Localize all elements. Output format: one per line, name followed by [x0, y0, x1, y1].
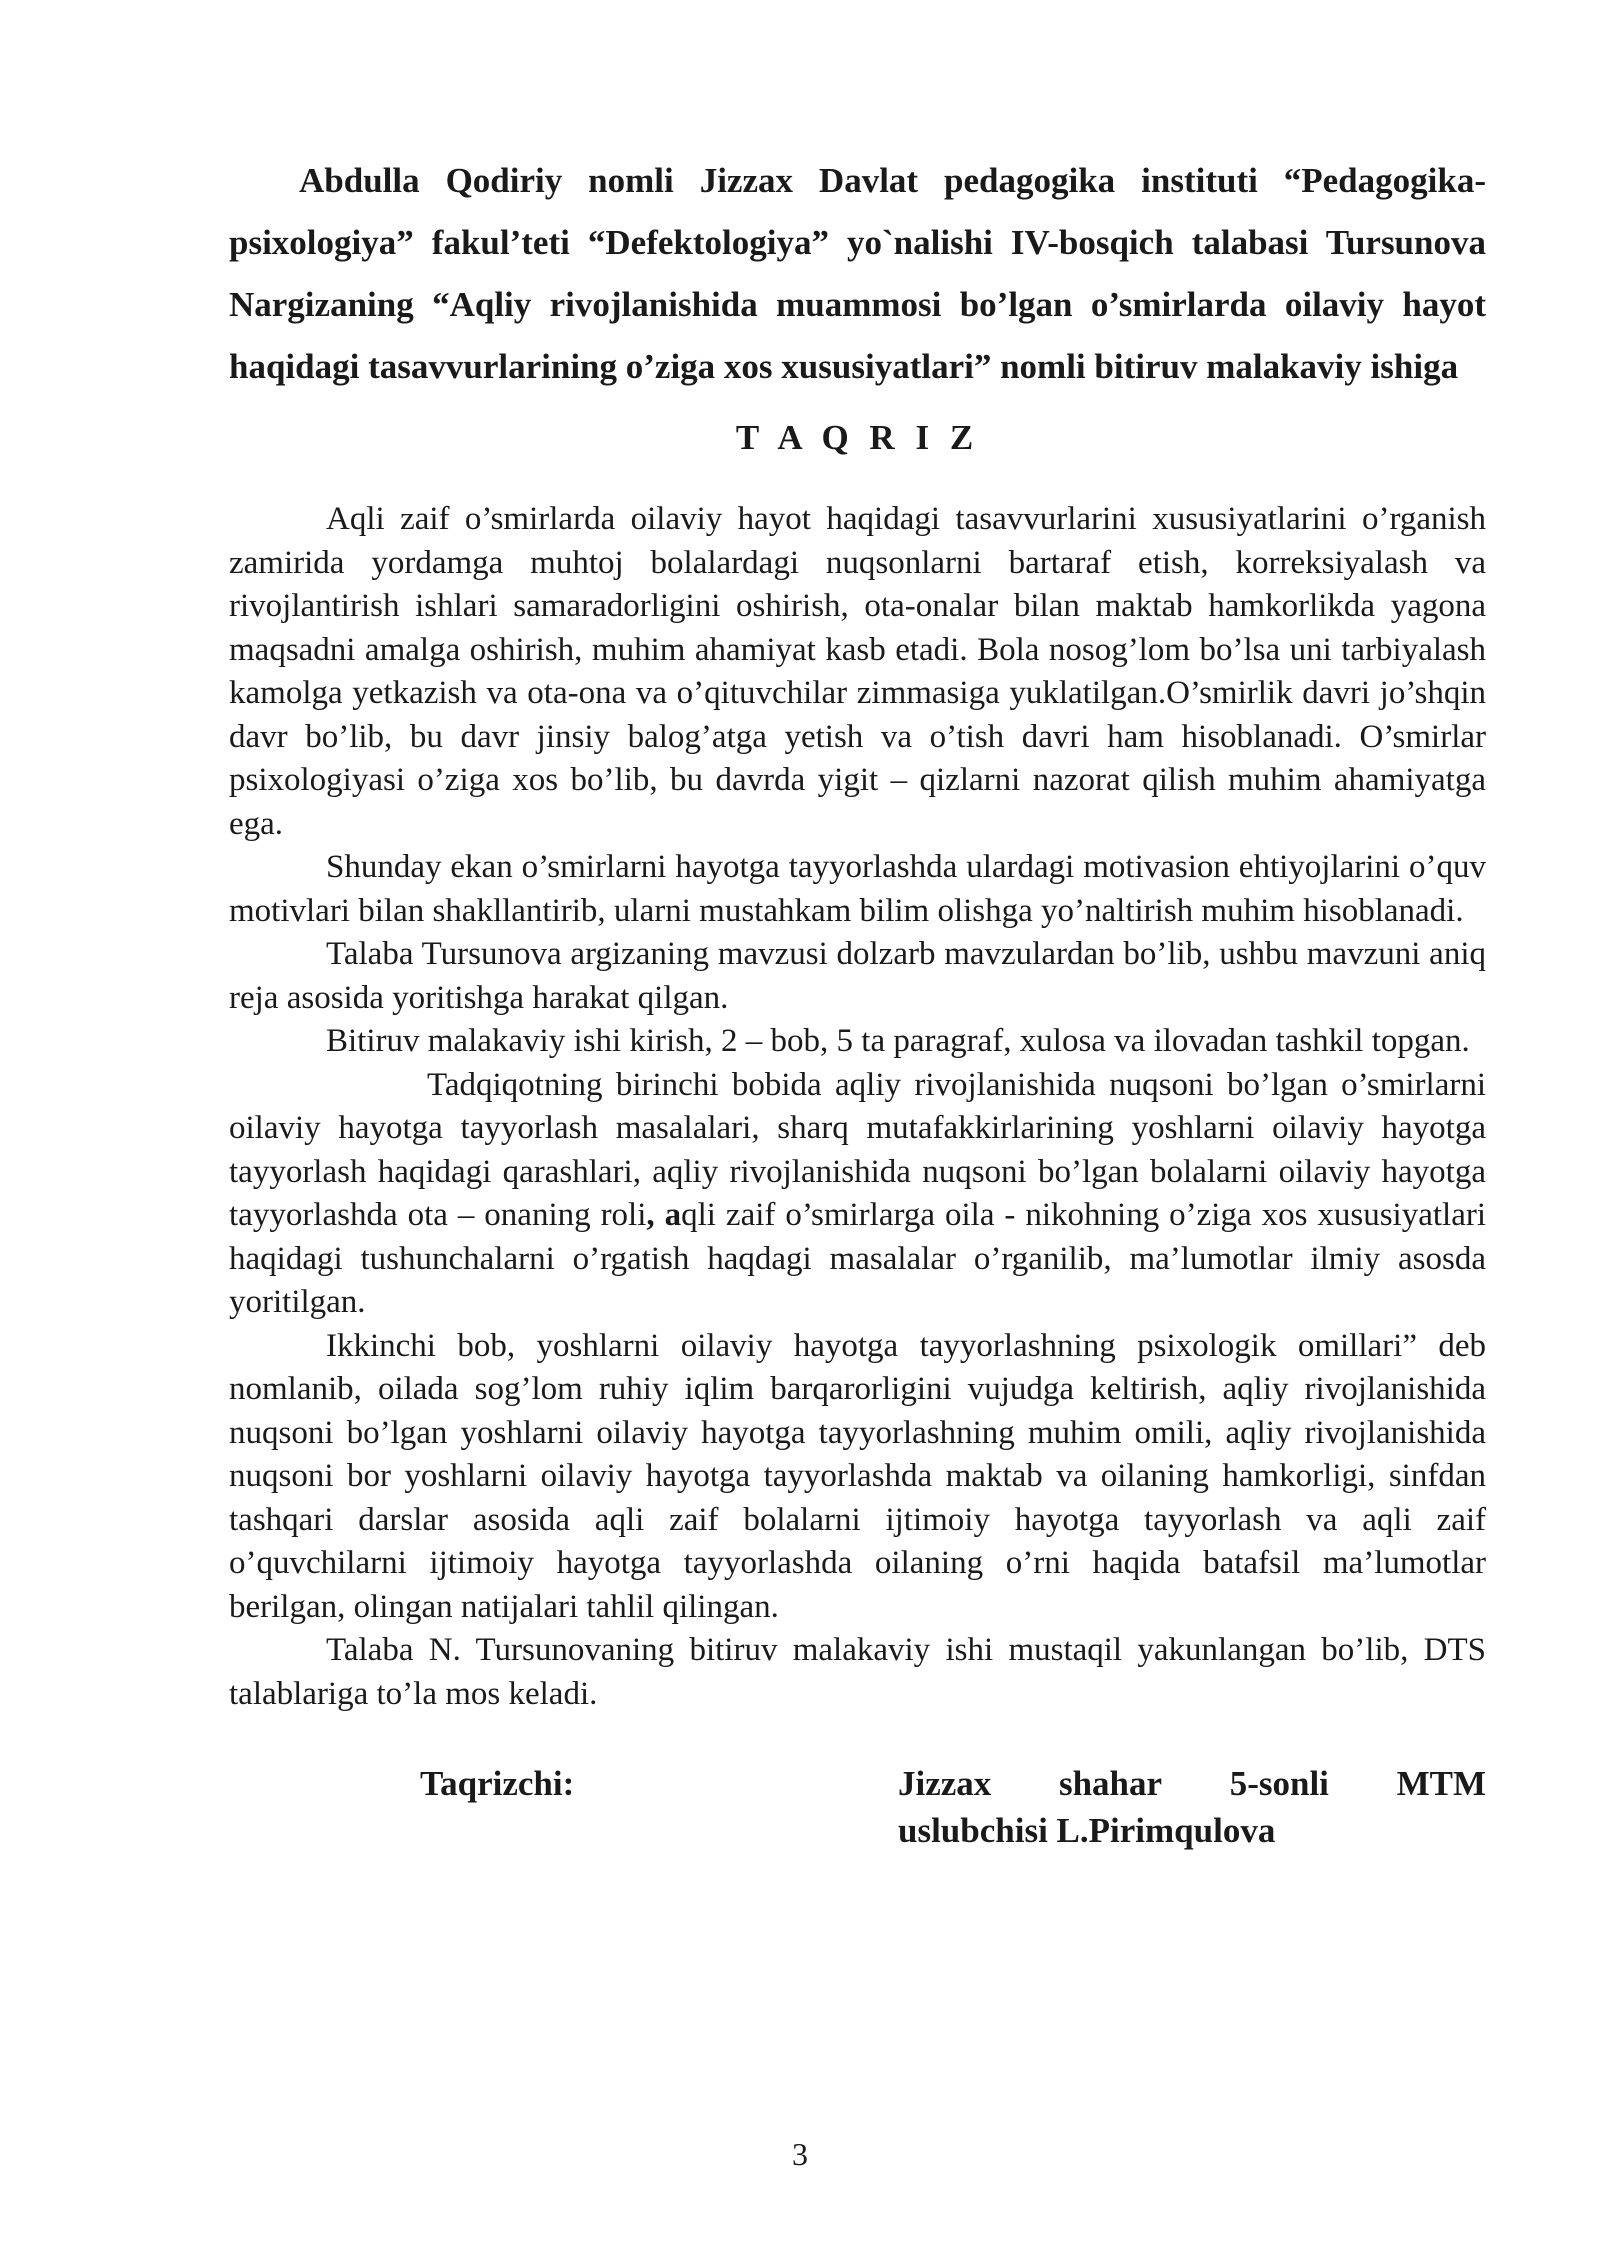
signature-block	[229, 1760, 1486, 1856]
chapter-one-text: Tadqiqotning birinchi bobida aqliy rivojlanishida nuqsoni bo’lgan o’smirlarni oilaviy hayotga tayyorlash masalalari, sharq mutafakkirlarining yoshlarni oilaviy hayotga tayyorlash haqidagi qarashlari, aqliy rivojlanishida nuqsoni bo’lgan bolalarni oilaviy hayotga tayyorlashda ota – onaning roli	[229, 1066, 1486, 1233]
reviewer-label: Taqrizchi:	[420, 1764, 575, 1803]
document-page	[229, 150, 1486, 1856]
paragraph-conclusion: Talaba N. Tursunovaning bitiruv malakaviy ishi mustaqil yakunlangan bo’lib, DTS talablariga to’la mos keladi.	[229, 1632, 1486, 1712]
chapter-one-rest: qli zaif o’smirlarga oila - nikohning o’ziga xos xususiyatlari haqidagi tushunchalarni o’rgatish haqdagi masalalar o’rganilib, ma’lumotlar ilmiy asosda yoritilgan.	[229, 1197, 1487, 1320]
paragraph-intro: Aqli zaif o’smirlarda oilaviy hayot haqidagi tasavvurlarini xususiyatlarini o’rganish zamirida yordamga muhtoj bolalardagi nuqsonlarni bartaraf etish, korreksiyalash va rivojlantirish ishlari samaradorligini oshirish, ota-onalar bilan maktab hamkorlikda yagona maqsadni amalga oshirish, muhim ahamiyat kasb etadi. Bola nosog’lom bo’lsa uni tarbiyalash kamolga yetkazish va ota-ona va o’qituvchilar zimmasiga yuklatilgan.O’smirlik davri jo’shqin davr bo’lib, bu davr jinsiy balog’atga yetish va o’tish davri ham hisoblanadi. O’smirlar psixologiyasi o’ziga xos bo’lib, bu davrda yigit – qizlarni nazorat qilish muhim ahamiyatga ega.	[229, 501, 1486, 842]
document-title: T A Q R I Z	[735, 418, 980, 457]
paragraph-chapter-one	[229, 1064, 1486, 1325]
chapter-one-bold: , a	[646, 1197, 682, 1233]
paragraph-topic: Talaba Tursunova argizaning mavzusi dolzarb mavzulardan bo’lib, ushbu mavzuni aniq reja asosida yoritishga harakat qilgan.	[229, 936, 1486, 1016]
paragraph-structure: Bitiruv malakaviy ishi kirish, 2 – bob, 5 ta paragraf, xulosa va ilovadan tashkil topgan.	[326, 1023, 1470, 1059]
page-number: 3	[792, 2136, 808, 2172]
document-heading: Abdulla Qodiriy nomli Jizzax Davlat pedagogika instituti “Pedagogika-psixologiya” fakul’teti “Defektologiya” yo`nalishi IV-bosqich talabasi Tursunova Nargizaning “Aqliy rivojlanishida muammosi bo’lgan o’smirlarda oilaviy hayot haqidagi tasavvurlarining o’ziga xos xususiyatlari” nomli bitiruv malakaviy ishiga	[229, 161, 1486, 386]
reviewer-position	[898, 1760, 1486, 1807]
reviewer-word: shahar	[1058, 1764, 1163, 1803]
paragraph-motivation: Shunday ekan o’smirlarni hayotga tayyorlashda ulardagi motivasion ehtiyojlarini o’quv motivlari bilan shakllantirib, ularni mustahkam bilim olishga yo’naltirish muhim hisoblanadi.	[229, 849, 1486, 929]
reviewer-name	[898, 1760, 1486, 1854]
reviewer-word: MTM	[1396, 1764, 1486, 1803]
reviewer-word: Jizzax	[898, 1764, 992, 1803]
reviewer-word: 5-sonli	[1229, 1764, 1329, 1803]
reviewer-title-name: uslubchisi L.Pirimqulova	[898, 1811, 1276, 1850]
paragraph-chapter-two: Ikkinchi bob, yoshlarni oilaviy hayotga tayyorlashning psixologik omillari” deb nomlanib, oilada sog’lom ruhiy iqlim barqarorligini vujudga keltirish, aqliy rivojlanishida nuqsoni bo’lgan yoshlarni oilaviy hayotga tayyorlashning muhim omili, aqliy rivojlanishida nuqsoni bor yoshlarni oilaviy hayotga tayyorlashda maktab va oilaning hamkorligi, sinfdan tashqari darslar asosida aqli zaif bolalarni ijtimoiy hayotga tayyorlash va aqli zaif o’quvchilarni ijtimoiy hayotga tayyorlashda oilaning o’rni haqida batafsil ma’lumotlar berilgan, olingan natijalari tahlil qilingan.	[229, 1327, 1486, 1625]
